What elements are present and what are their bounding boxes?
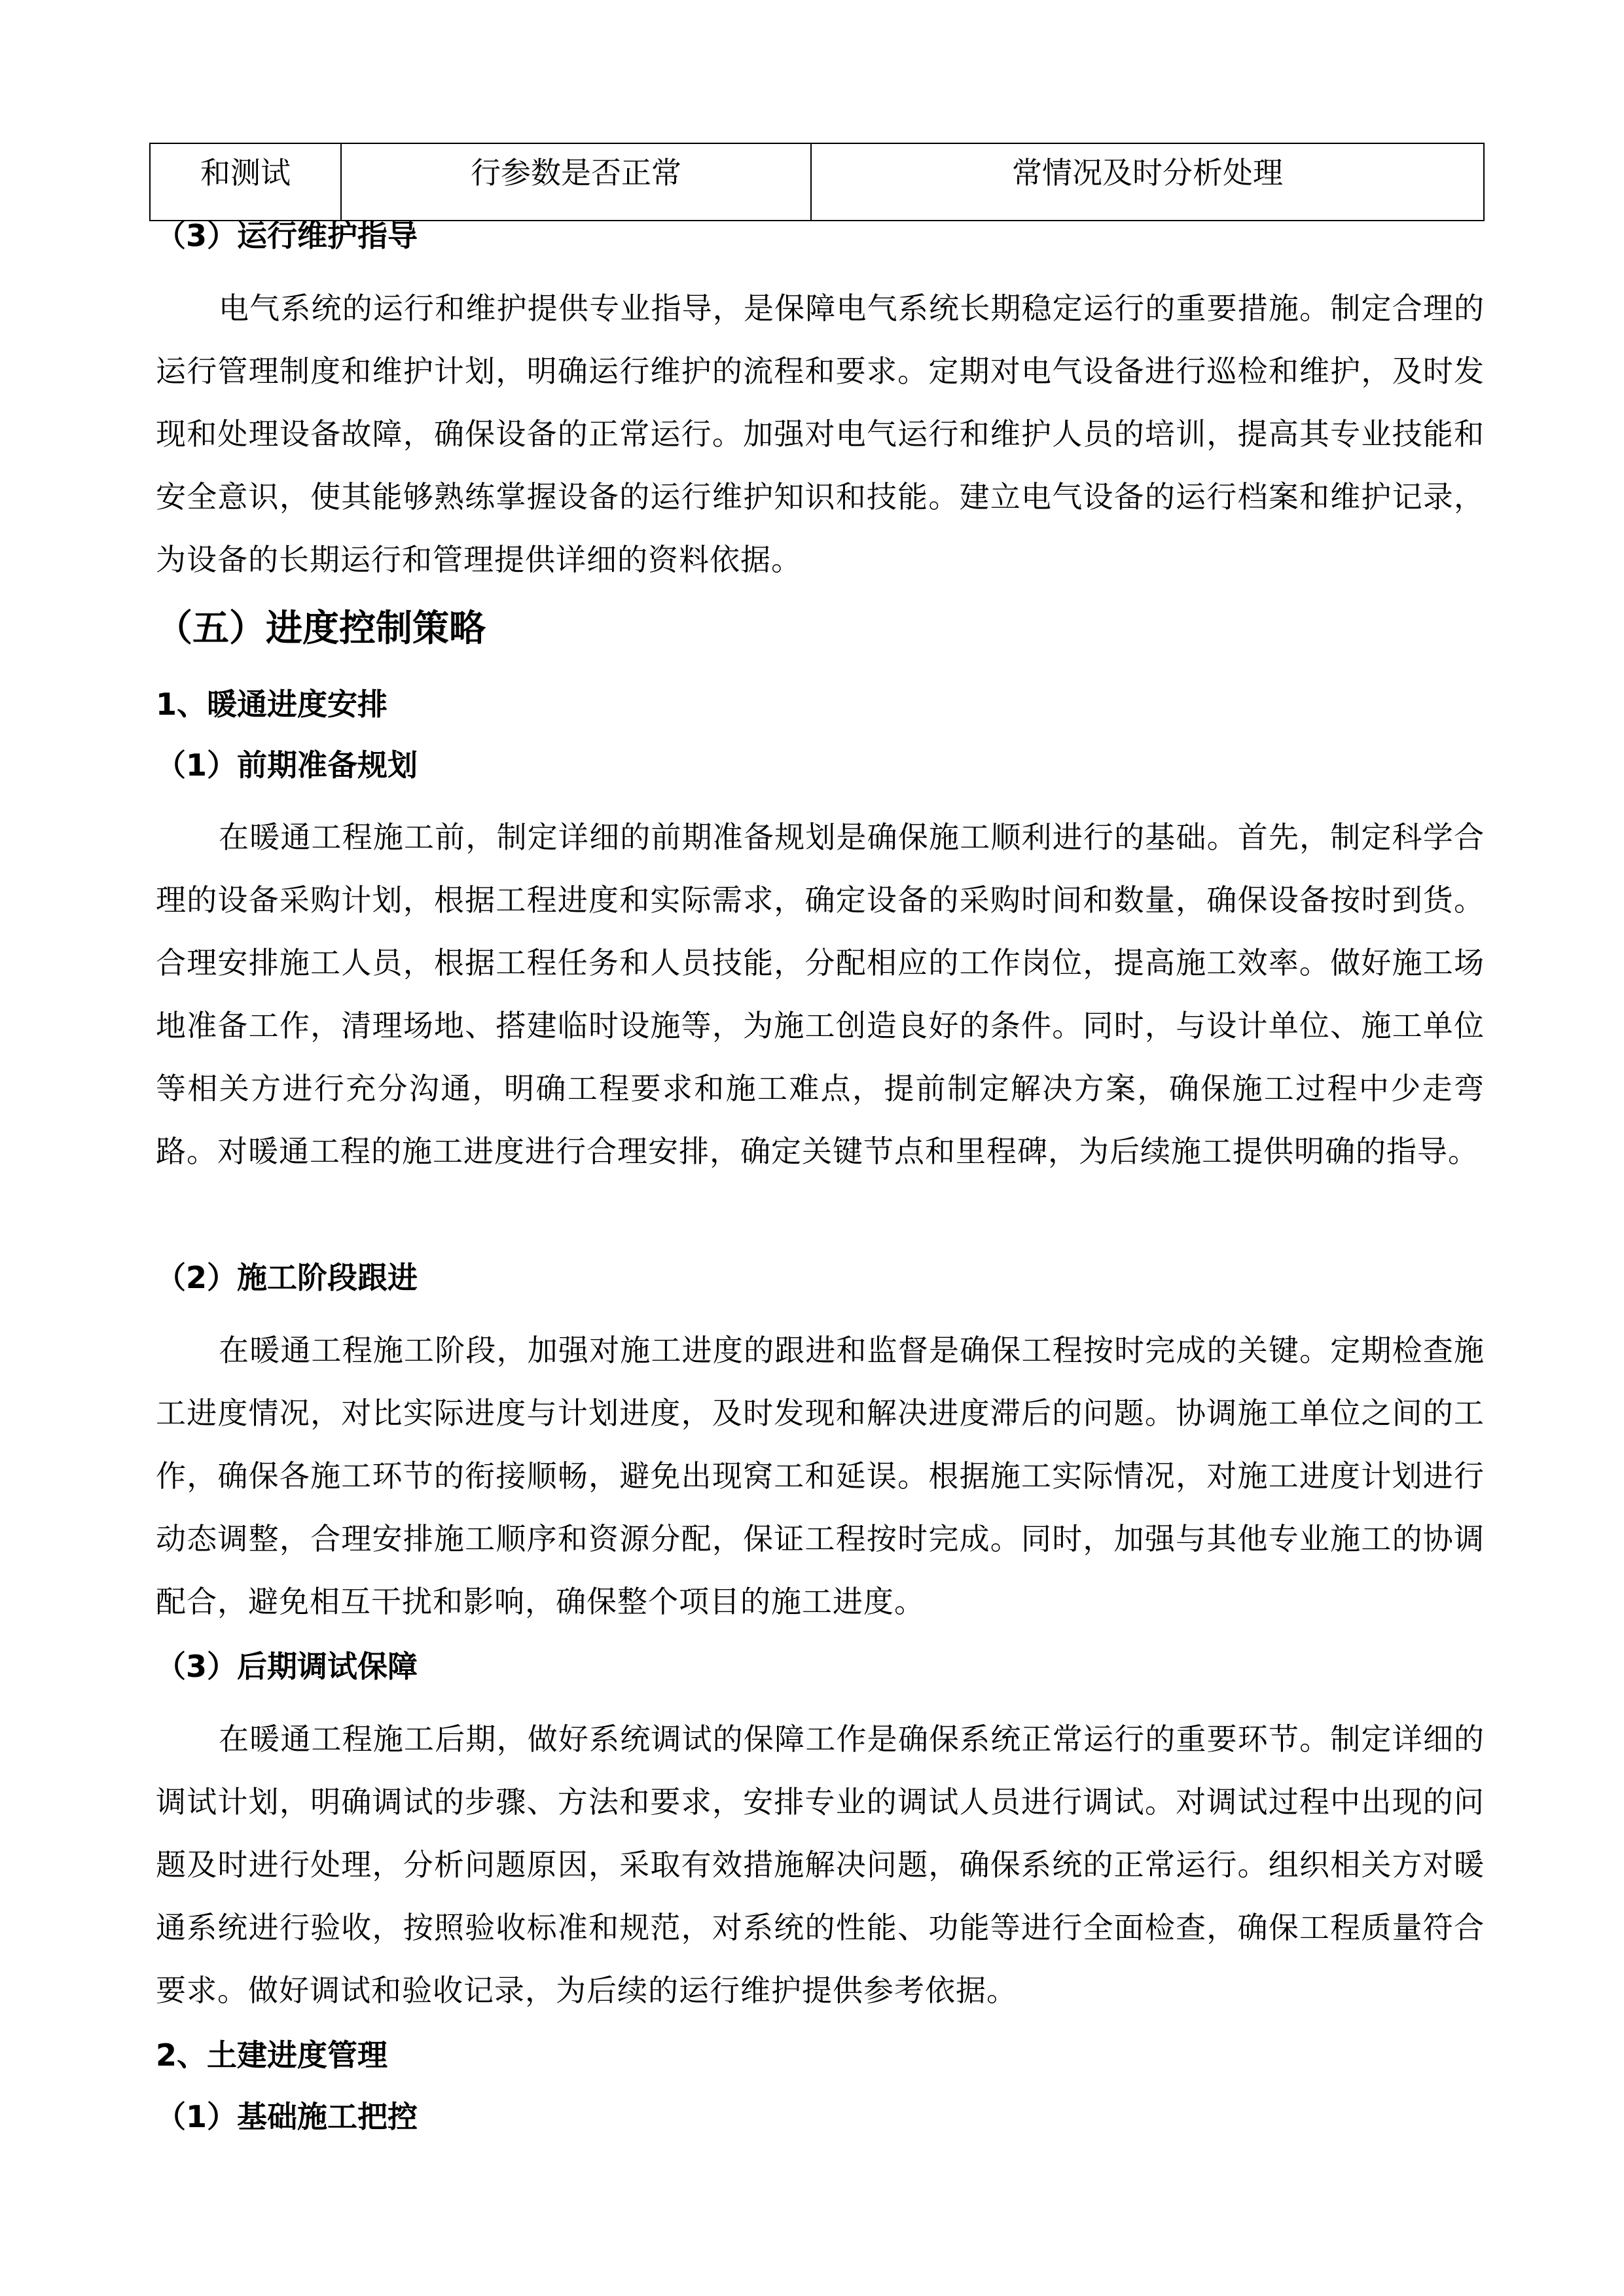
table-cell: 和测试: [150, 143, 341, 221]
heading-foundation-control: （1）基础施工把控: [156, 2099, 418, 2134]
section-heading-schedule-control: （五）进度控制策略: [156, 607, 486, 650]
paragraph-operation-guidance: 电气系统的运行和维护提供专业指导，是保障电气系统长期稳定运行的重要措施。制定合理的运行管理制度和维护计划，明确运行维护的流程和要求。定期对电气设备进行巡检和维护，及时发现和处理设备故障，确保设备的正常运行。加强对电气运行和维护人员的培训，提高其专业技能和安全意识，使其能够熟练掌握设备的运行维护知识和技能。建立电气设备的运行档案和维护记录，为设备的长期运行和管理提供详细的资料依据。: [156, 291, 1485, 577]
heading-civil-schedule: 2、土建进度管理: [156, 2037, 388, 2073]
paragraph-preparation-planning: 在暖通工程施工前，制定详细的前期准备规划是确保施工顺利进行的基础。首先，制定科学合理的设备采购计划，根据工程进度和实际需求，确定设备的采购时间和数量，确保设备按时到货。合理安排施工人员，根据工程任务和人员技能，分配相应的工作岗位，提高施工效率。做好施工场地准备工作，清理场地、搭建临时设施等，为施工创造良好的条件。同时，与设计单位、施工单位等相关方进行充分沟通，明确工程要求和施工难点，提前制定解决方案，确保施工过程中少走弯路。对暖通工程的施工进度进行合理安排，确定关键节点和里程碑，为后续施工提供明确的指导。: [156, 819, 1485, 1169]
paragraph-construction-tracking: 在暖通工程施工阶段，加强对施工进度的跟进和监督是确保工程按时完成的关键。定期检查施工进度情况，对比实际进度与计划进度，及时发现和解决进度滞后的问题。协调施工单位之间的工作，确保各施工环节的衔接顺畅，避免出现窝工和延误。根据施工实际情况，对施工进度计划进行动态调整，合理安排施工顺序和资源分配，保证工程按时完成。同时，加强与其他专业施工的协调配合，避免相互干扰和影响，确保整个项目的施工进度。: [156, 1333, 1485, 1619]
table-cell: 行参数是否正常: [341, 143, 811, 221]
paragraph-debug-assurance: 在暖通工程施工后期，做好系统调试的保障工作是确保系统正常运行的重要环节。制定详细的调试计划，明确调试的步骤、方法和要求，安排专业的调试人员进行调试。对调试过程中出现的问题及时进行处理，分析问题原因，采取有效措施解决问题，确保系统的正常运行。组织相关方对暖通系统进行验收，按照验收标准和规范，对系统的性能、功能等进行全面检查，确保工程质量符合要求。做好调试和验收记录，为后续的运行维护提供参考依据。: [156, 1721, 1485, 2008]
heading-debug-assurance: （3）后期调试保障: [156, 1649, 418, 1684]
continuation-table: [149, 143, 1485, 221]
table-cell: 常情况及时分析处理: [811, 143, 1484, 221]
heading-operation-guidance: （3）运行维护指导: [156, 218, 418, 253]
table-row: [150, 143, 1484, 221]
heading-hvac-schedule: 1、暖通进度安排: [156, 687, 388, 722]
heading-preparation-planning: （1）前期准备规划: [156, 747, 418, 783]
heading-construction-tracking: （2）施工阶段跟进: [156, 1260, 418, 1295]
